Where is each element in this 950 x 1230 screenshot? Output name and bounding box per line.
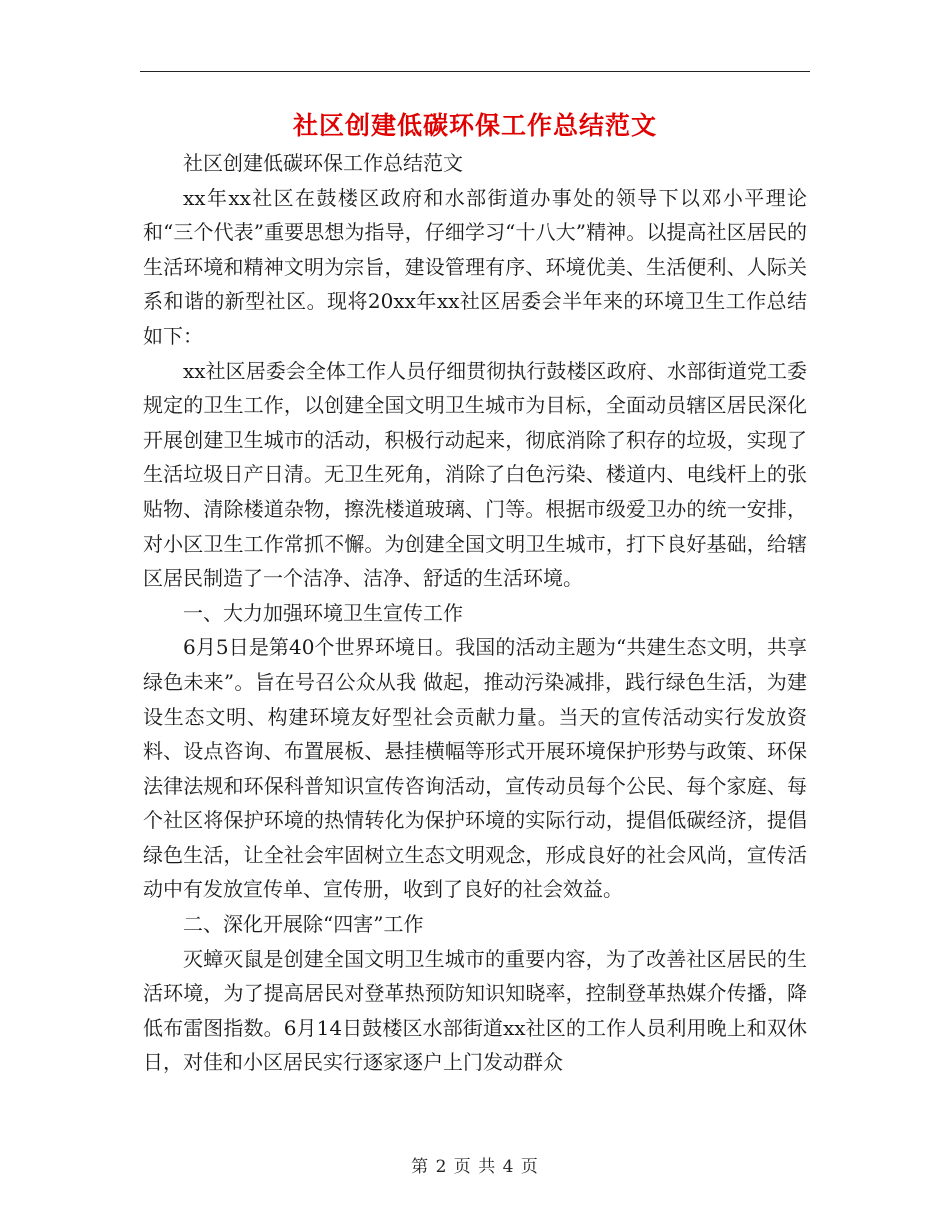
header-rule bbox=[140, 71, 810, 72]
document-body bbox=[143, 146, 807, 1080]
section-heading-2: 二、深化开展除“四害”工作 bbox=[183, 912, 424, 937]
paragraph-overview: xx社区居委会全体工作人员仔细贯彻执行鼓楼区政府、水部街道党工委规定的卫生工作，以创建全国文明卫生城市为目标，全面动员辖区居民深化开展创建卫生城市的活动，积极行动起来，彻底消除了积存的垃圾，实现了生活垃圾日产日清。无卫生死角，消除了白色污染、楼道内、电线杆上的张贴物、清除楼道杂物，擦洗楼道玻璃、门等。根据市级爱卫办的统一安排，对小区卫生工作常抓不懈。为创建全国文明卫生城市，打下良好基础，给辖区居民制造了一个洁净、洁净、舒适的生活环境。 bbox=[143, 358, 807, 591]
section-heading-1: 一、大力加强环境卫生宣传工作 bbox=[183, 600, 463, 625]
document-title: 社区创建低碳环保工作总结范文 bbox=[292, 111, 657, 140]
paragraph-subtitle: 社区创建低碳环保工作总结范文 bbox=[183, 151, 463, 175]
page-footer: 第 2 页 共 4 页 bbox=[411, 1157, 539, 1177]
paragraph-section-1: 6月5日是第40个世界环境日。我国的活动主题为“共建生态文明，共享绿色未来”。旨在号召公众从我 做起，推动污染减排，践行绿色生活，为建设生态文明、构建环境友好型社会贡献力量。当天的宣传活动实行发放资料、设点咨询、布置展板、悬挂横幅等形式开展环境保护形势与政策、环保法律法规和环保科普知识宣传咨询活动，宣传动员每个公民、每个家庭、每个社区将保护环境的热情转化为保护环境的实际行动，提倡低碳经济，提倡绿色生活，让全社会牢固树立生态文明观念，形成良好的社会风尚，宣传活动中有发放宣传单、宣传册，收到了良好的社会效益。 bbox=[143, 635, 807, 902]
paragraph-section-2: 灭蟑灭鼠是创建全国文明卫生城市的重要内容，为了改善社区居民的生活环境，为了提高居民对登革热预防知识知晓率，控制登革热媒介传播，降低布雷图指数。6月14日鼓楼区水部街道xx社区的工作人员利用晚上和双休日，对佳和小区居民实行逐家逐户上门发动群众 bbox=[143, 946, 807, 1075]
paragraph-intro: xx年xx社区在鼓楼区政府和水部街道办事处的领导下以邓小平理论和“三个代表”重要思想为指导，仔细学习“十八大”精神。以提高社区居民的生活环境和精神文明为宗旨，建设管理有序、环境优美、生活便利、人际关系和谐的新型社区。现将20xx年xx社区居委会半年来的环境卫生工作总结如下： bbox=[143, 185, 807, 348]
